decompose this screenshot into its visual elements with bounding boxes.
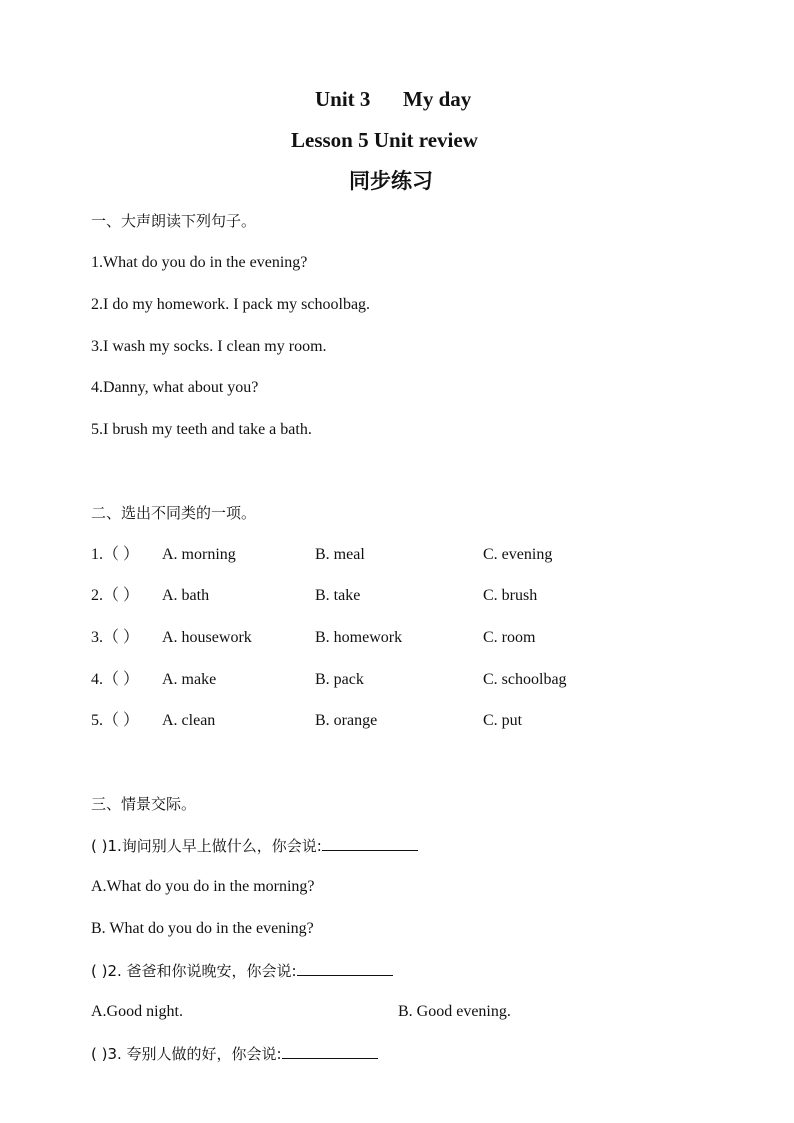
- sentence-4: 4.Danny, what about you?: [91, 379, 259, 396]
- answer-blank[interactable]: [282, 1044, 378, 1059]
- section3-heading: 三、情景交际。: [91, 795, 197, 813]
- choice-b: B. homework: [315, 629, 403, 646]
- section2-heading: 二、选出不同类的一项。: [91, 504, 257, 522]
- question-3: [91, 1044, 378, 1064]
- lesson-title: Lesson 5 Unit review: [291, 128, 478, 152]
- sentence-5: 5.I brush my teeth and take a bath.: [91, 421, 312, 438]
- question-2-option-b: B. Good evening.: [398, 1003, 511, 1020]
- answer-blank[interactable]: [322, 836, 418, 851]
- choice-a: A. morning: [162, 546, 236, 563]
- choice-b: B. meal: [315, 546, 365, 563]
- choice-number: 3.（ ）: [91, 629, 140, 646]
- section1-heading: 一、大声朗读下列句子。: [91, 212, 257, 230]
- choice-c: C. schoolbag: [483, 671, 567, 688]
- unit-topic: My day: [403, 87, 472, 111]
- choice-c: C. put: [483, 712, 523, 729]
- question-2-prompt: ( )2. 爸爸和你说晚安，你会说:: [91, 962, 297, 980]
- choice-c: C. brush: [483, 587, 538, 604]
- choice-a: A. clean: [162, 712, 216, 729]
- choice-b: B. orange: [315, 712, 378, 729]
- sentence-3: 3.I wash my socks. I clean my room.: [91, 338, 327, 355]
- choice-c: C. room: [483, 629, 536, 646]
- choice-b: B. pack: [315, 671, 364, 688]
- choice-number: 1.（ ）: [91, 546, 140, 563]
- unit-label: Unit 3: [315, 87, 371, 111]
- question-3-prompt: ( )3. 夸别人做的好，你会说:: [91, 1045, 282, 1063]
- question-2: [91, 961, 393, 981]
- question-1-option-b: B. What do you do in the evening?: [91, 920, 314, 937]
- answer-blank[interactable]: [297, 961, 393, 976]
- question-2-option-a: A.Good night.: [91, 1003, 183, 1020]
- choice-number: 2.（ ）: [91, 587, 140, 604]
- choice-a: A. make: [162, 671, 217, 688]
- sentence-1: 1.What do you do in the evening?: [91, 254, 308, 271]
- question-1-option-a: A.What do you do in the morning?: [91, 878, 315, 895]
- question-1-prompt: ( )1.询问别人早上做什么，你会说:: [91, 837, 322, 855]
- choice-a: A. bath: [162, 587, 210, 604]
- choice-number: 4.（ ）: [91, 671, 140, 688]
- choice-c: C. evening: [483, 546, 553, 563]
- question-1: [91, 836, 418, 856]
- page-subtitle: 同步练习: [349, 169, 433, 193]
- choice-number: 5.（ ）: [91, 712, 140, 729]
- choice-a: A. housework: [162, 629, 252, 646]
- choice-b: B. take: [315, 587, 361, 604]
- sentence-2: 2.I do my homework. I pack my schoolbag.: [91, 296, 371, 313]
